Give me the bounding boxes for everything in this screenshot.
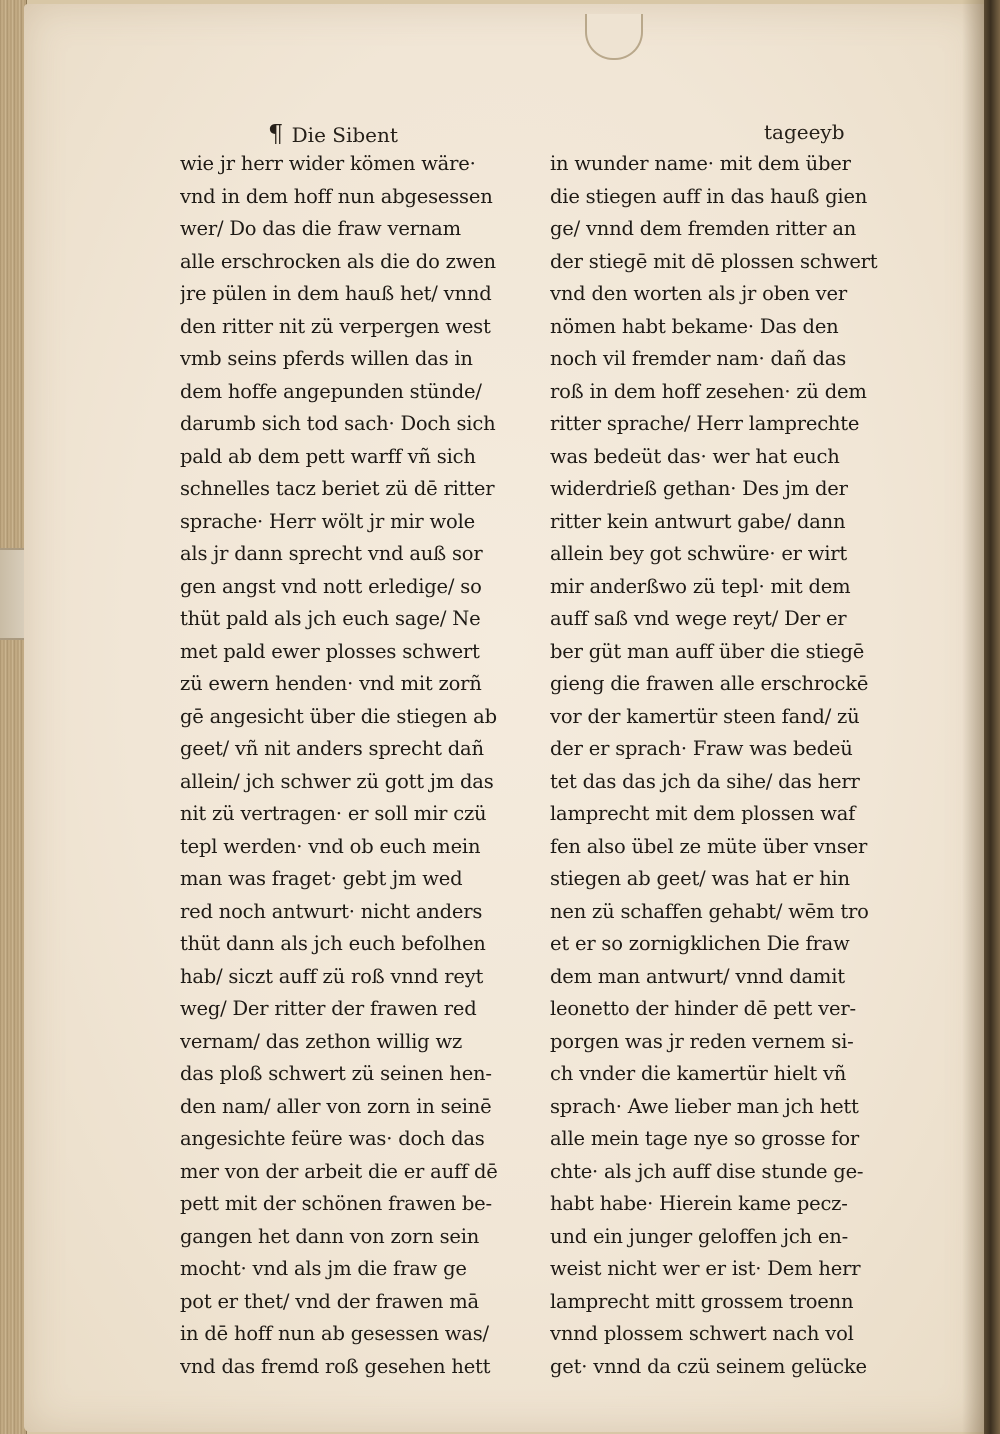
- text-line: allein/ jch schwer zü gott jm das: [180, 769, 494, 793]
- text-line: nit zü vertragen· er soll mir czü: [180, 802, 487, 825]
- text-line: thüt dann als jch euch befolhen: [180, 932, 486, 955]
- text-line: ritter sprache/ Herr lamprechte: [550, 412, 860, 435]
- text-line: pett mit der schönen frawen be-: [180, 1192, 492, 1215]
- running-head-left-text: Die Sibent: [291, 123, 398, 147]
- text-line: vnd das fremd roß gesehen hett: [180, 1354, 491, 1378]
- text-line: vnd in dem hoff nun abgesessen: [180, 184, 493, 208]
- text-line: weg/ Der ritter der frawen red: [180, 997, 477, 1020]
- text-line: sprache· Herr wölt jr mir wole: [180, 509, 475, 533]
- text-line: ber güt man auff über die stiegē: [550, 639, 865, 663]
- text-line: vmb seins pferds willen das in: [180, 347, 473, 370]
- spine-gutter: [984, 0, 1000, 1434]
- text-line: widerdrieß gethan· Des jm der: [550, 477, 848, 500]
- text-line: auff saß vnd wege reyt/ Der er: [550, 607, 847, 630]
- text-line: ge/ vnnd dem fremden ritter an: [550, 217, 857, 240]
- text-line: thüt pald als jch euch sage/ Ne: [180, 607, 481, 630]
- text-line: tepl werden· vnd ob euch mein: [180, 834, 481, 858]
- text-line: zü ewern henden· vnd mit zorñ: [180, 672, 482, 695]
- text-line: schnelles tacz beriet zü dē ritter: [180, 477, 495, 500]
- text-line: leonetto der hinder dē pett ver-: [550, 997, 856, 1020]
- stacked-page-edges: [0, 0, 27, 1434]
- text-line: in dē hoff nun ab gesessen was/: [180, 1322, 489, 1345]
- text-line: ch vnder die kamertür hielt vñ: [550, 1062, 847, 1085]
- pilcrow-icon: ¶: [268, 120, 284, 148]
- text-line: ritter kein antwurt gabe/ dann: [550, 509, 846, 533]
- text-line: et er so zornigklichen Die fraw: [550, 932, 850, 955]
- text-line: als jr dann sprecht vnd auß sor: [180, 542, 483, 565]
- running-head-left: [268, 120, 398, 148]
- text-line: alle erschrocken als die do zwen: [180, 249, 496, 273]
- text-column-right: [550, 148, 895, 1383]
- text-line: lamprecht mitt grossem troenn: [550, 1289, 854, 1313]
- text-line: jre pülen in dem hauß het/ vnnd: [180, 282, 492, 305]
- text-line: gē angesicht über die stiegen ab: [180, 704, 497, 728]
- running-head-right: tageeyb: [764, 120, 845, 144]
- text-line: gen angst vnd nott erledige/ so: [180, 574, 482, 598]
- text-line: der er sprach· Fraw was bedeü: [550, 737, 853, 760]
- text-line: mir anderßwo zü tepl· mit dem: [550, 574, 851, 598]
- text-line: nen zü schaffen gehabt/ wēm tro: [550, 899, 869, 923]
- text-line: gieng die frawen alle erschrockē: [550, 672, 869, 695]
- text-line: vor der kamertür steen fand/ zü: [550, 704, 860, 728]
- text-line: dem hoffe angepunden stünde/: [180, 379, 482, 403]
- text-line: mer von der arbeit die er auff dē: [180, 1159, 498, 1183]
- text-line: vernam/ das zethon willig wz: [180, 1029, 463, 1053]
- text-line: get· vnnd da czü seinem gelücke: [550, 1354, 867, 1378]
- text-line: habt habe· Hierein kame pecz-: [550, 1192, 848, 1215]
- text-line: was bedeüt das· wer hat euch: [550, 444, 840, 468]
- text-line: alle mein tage nye so grosse for: [550, 1127, 859, 1150]
- text-line: met pald ewer plosses schwert: [180, 639, 480, 663]
- text-line: roß in dem hoff zesehen· zü dem: [550, 379, 867, 403]
- text-line: allein bey got schwüre· er wirt: [550, 542, 848, 565]
- text-line: mocht· vnd als jm die fraw ge: [180, 1257, 467, 1280]
- text-line: der stiegē mit dē plossen schwert: [550, 249, 878, 273]
- text-line: hab/ siczt auff zü roß vnnd reyt: [180, 964, 484, 988]
- text-line: noch vil fremder nam· dañ das: [550, 347, 847, 370]
- text-line: nömen habt bekame· Das den: [550, 314, 839, 338]
- text-line: und ein junger geloffen jch en-: [550, 1224, 848, 1248]
- text-line: weist nicht wer er ist· Dem herr: [550, 1257, 861, 1280]
- text-line: angesichte feüre was· doch das: [180, 1127, 485, 1150]
- gutter-shadow: [962, 0, 984, 1434]
- text-line: vnnd plossem schwert nach vol: [550, 1322, 854, 1345]
- text-line: die stiegen auff in das hauß gien: [550, 184, 868, 208]
- text-line: sprach· Awe lieber man jch hett: [550, 1094, 859, 1118]
- text-line: chte· als jch auff dise stunde ge-: [550, 1159, 864, 1183]
- text-line: den nam/ aller von zorn in seinē: [180, 1094, 492, 1118]
- text-line: man was fraget· gebt jm wed: [180, 867, 463, 890]
- text-line: tet das das jch da sihe/ das herr: [550, 769, 860, 793]
- text-line: wie jr herr wider kömen wäre·: [180, 152, 476, 175]
- text-line: stiegen ab geet/ was hat er hin: [550, 867, 850, 890]
- text-line: dem man antwurt/ vnnd damit: [550, 964, 845, 988]
- text-line: porgen was jr reden vernem si-: [550, 1029, 854, 1053]
- text-line: wer/ Do das die fraw vernam: [180, 217, 461, 240]
- text-line: gangen het dann von zorn sein: [180, 1224, 480, 1248]
- text-line: pald ab dem pett warff vñ sich: [180, 444, 476, 468]
- text-line: das ploß schwert zü seinen hen-: [180, 1062, 492, 1085]
- text-line: pot er thet/ vnd der frawen mā: [180, 1289, 479, 1313]
- text-line: darumb sich tod sach· Doch sich: [180, 412, 496, 435]
- text-line: red noch antwurt· nicht anders: [180, 899, 483, 923]
- text-line: fen also übel ze müte über vnser: [550, 834, 868, 858]
- text-line: den ritter nit zü verpergen west: [180, 314, 491, 338]
- text-column-left: [180, 148, 525, 1383]
- text-line: lamprecht mit dem plossen waf: [550, 802, 856, 825]
- text-line: in wunder name· mit dem über: [550, 152, 851, 175]
- text-line: geet/ vñ nit anders sprecht dañ: [180, 737, 484, 760]
- text-line: vnd den worten als jr oben ver: [550, 282, 847, 305]
